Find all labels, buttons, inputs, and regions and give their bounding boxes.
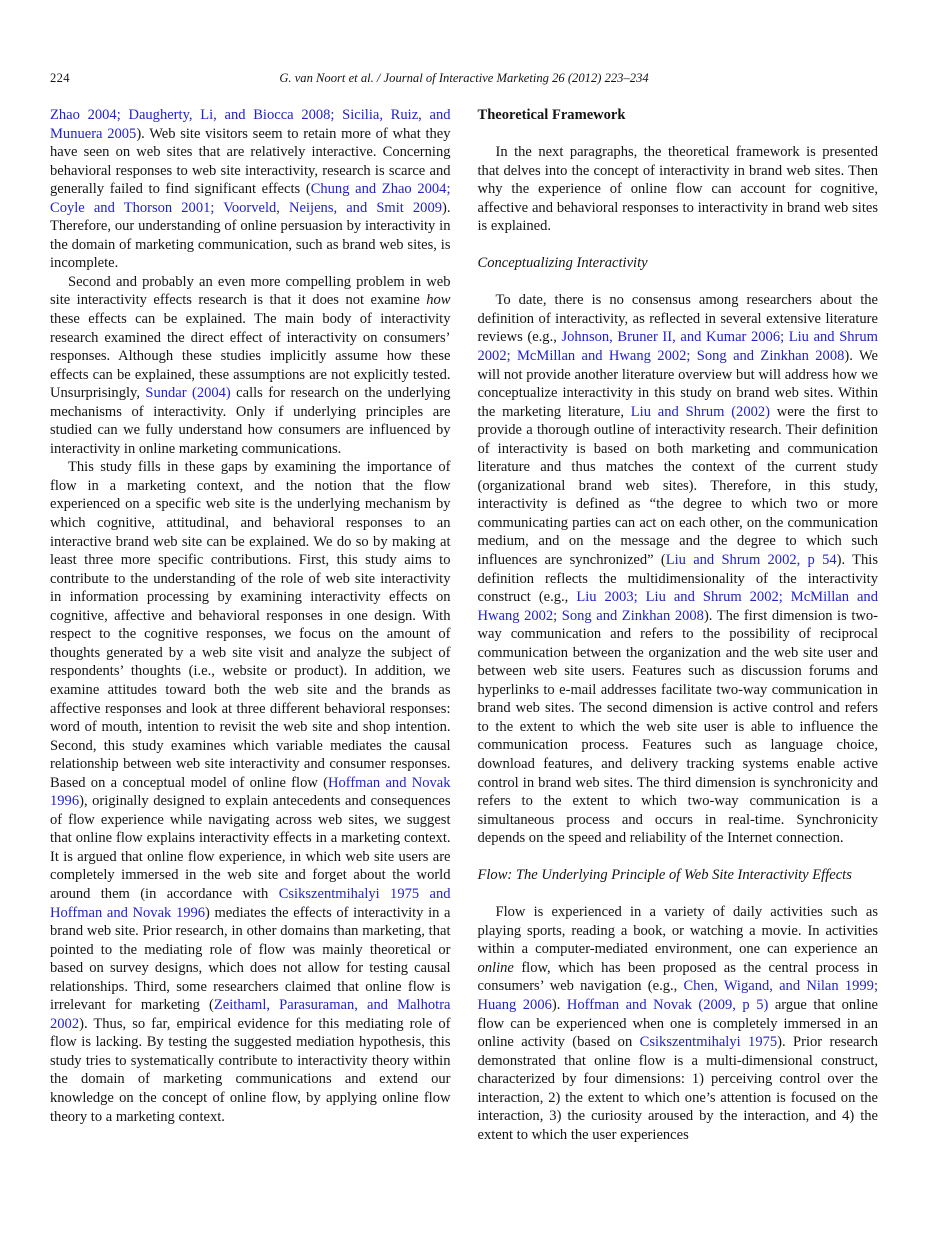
subsection-heading: Flow: The Underlying Principle of Web Site Interactivity Effects: [477, 867, 852, 884]
paragraph: Zhao 2004; Daugherty, Li, and Biocca 2008; Sicilia, Ruiz, and Munuera 2005). Web site visitors seem to retain more of what they have seen on web sites that are relatively interactive. Concerning behavioral responses to web site interactivity, research is scarce and generally failed to find significant effects (Chung and Zhao 2004; Coyle and Thorson 2001; Voorveld, Neijens, and Smit 2009). Therefore, our understanding of online persuasion by interactivity in the domain of marketing communication, such as brand web sites, is incomplete.: [50, 107, 451, 272]
running-head: G. van Noort et al. / Journal of Interactive Marketing 26 (2012) 223–234: [279, 71, 649, 85]
page-header: [50, 71, 878, 87]
citation-link[interactable]: Johnson, Bruner II, and Kumar 2006; Liu and Shrum 2002; McMillan and Hwang 2002; Song and Zinkhan 2008: [477, 329, 878, 364]
citation-link[interactable]: Zeithaml, Parasuraman, and Malhotra 2002: [50, 997, 451, 1032]
paragraph: Flow is experienced in a variety of daily activities such as playing sports, reading a book, or watching a movie. In activities within a computer-mediated environment, one can experience an online flow, which has been proposed as the central process in consumers’ web navigation (e.g., Chen, Wigand, and Nilan 1999; Huang 2006). Hoffman and Novak (2009, p 5) argue that online flow can be experienced when one is completely immersed in an online activity (based on Csikszentmihalyi 1975). Prior research demonstrated that online flow is a multi-dimensional construct, characterized by four dimensions: 1) perceiving control over the interaction, 2) the extent to which one’s attention is focused on the interaction, 3) the curiosity aroused by the interaction, and 4) the extent to which the user experiences: [477, 904, 879, 1143]
two-column-content: [50, 106, 878, 1144]
page-number: 224: [50, 71, 70, 85]
italic-text: online: [477, 959, 514, 976]
paragraph: Second and probably an even more compelling problem in web site interactivity effects research is that it does not examine how these effects can be explained. The main body of interactivity research examined the direct effect of interactivity on consumers’ responses. Although these studies implicitly assume how these effects can be explained, these assumptions are not explicitly tested. Unsurprisingly, Sundar (2004) calls for research on the underlying mechanisms of interactivity. Only if underlying principles are studied can we fully understand how consumers are influenced by interactivity in online marketing communications.: [50, 273, 451, 457]
section-heading: Theoretical Framework: [477, 107, 626, 123]
subsection-heading: Conceptualizing Interactivity: [477, 255, 648, 272]
citation-link[interactable]: Csikszentmihalyi 1975 and Hoffman and Novak 1996: [50, 885, 451, 921]
left-column: [50, 106, 451, 1144]
paragraph: This study fills in these gaps by examining the importance of flow in a marketing context, and the notion that the flow experienced on a specific web site is the underlying mechanism by which cognitive, attitudinal, and behavioral responses to an interactive brand web site can be explained. We do so by making at least three more specific contributions. First, this study aims to contribute to the understanding of the role of web site interactivity in information processing by examining interactivity effects on cognitive, affective and behavioral responses in one design. With respect to the cognitive responses, we focus on the amount of thoughts generated by a web site visit and analyze the subject of respondents’ thoughts (i.e., website or product). In addition, we examine attitudes toward both the web site and the brands as affective responses and look at three different behavioral responses: word of mouth, intention to revisit the web site and shop intention. Second, this study examines which variable mediates the causal relationship between web site interactivity and consumer responses. Based on a conceptual model of online flow (Hoffman and Novak 1996), originally designed to explain antecedents and consequences of flow experience while navigating across web sites, we suggest that online flow explains interactivity effects in a marketing context. It is argued that online flow experience, in which web site users are completely immersed in the web site and forget about the world around them (in accordance with Csikszentmihalyi 1975 and Hoffman and Novak 1996) mediates the effects of interactivity in a brand web site. Prior research, in other domains than marketing, that pointed to the mediating role of flow was mainly theoretical or based on survey designs, which does not allow for testing causal relationships. Third, some researchers claimed that online flow is irrelevant for marketing (Zeithaml, Parasuraman, and Malhotra 2002). Thus, so far, empirical evidence for this mediating role of flow is lacking. By testing the suggested mediation hypothesis, this study tries to systematically contribute to interactivity theory within the domain of marketing communications and extend our knowledge on the concept of online flow, by applying online flow theory to a marketing context.: [50, 459, 451, 1125]
citation-link[interactable]: Chen, Wigand, and Nilan 1999; Huang 2006: [477, 978, 878, 1014]
citation-link[interactable]: Liu and Shrum 2002, p 54: [665, 551, 837, 568]
citation-link[interactable]: Liu and Shrum (2002): [630, 403, 770, 420]
citation-link[interactable]: Hoffman and Novak (2009, p 5): [566, 997, 769, 1014]
citation-link[interactable]: Sundar (2004): [145, 385, 231, 402]
citation-link[interactable]: Liu 2003; Liu and Shrum 2002; McMillan and Hwang 2002; Song and Zinkhan 2008: [477, 589, 878, 624]
paragraph: To date, there is no consensus among researchers about the definition of interactivity, as reflected in several extensive literature reviews (e.g., Johnson, Bruner II, and Kumar 2006; Liu and Shrum 2002; McMillan and Hwang 2002; Song and Zinkhan 2008). We will not provide another literature overview but will address how we conceptualize interactivity in this study on brand web sites. Within the marketing literature, Liu and Shrum (2002) were the first to provide a thorough outline of interactivity research. Their definition of interactivity is based on both marketing and communication literature and thus matches the context of the current study (organizational brand web sites). Therefore, in this study, interactivity is defined as “the degree to which two or more communicating parties can act on each other, on the communication medium, and on the message and the degree to which such influences are synchronized” (Liu and Shrum 2002, p 54). This definition reflects the multidimensionality of the interactivity construct (e.g., Liu 2003; Liu and Shrum 2002; McMillan and Hwang 2002; Song and Zinkhan 2008). The first dimension is two-way communication and refers to the possibility of reciprocal communication between the organization and the web site user and between web site users. Features such as discussion forums and hyperlinks to e-mail addresses facilitate two-way communication in brand web sites. The second dimension is active control and refers to the extent to which the web site user is able to influence the communication process. Features such as language choice, download features, and delivery tracking systems enable active control in brand web sites. The third dimension is synchronicity and refers to the extent to which two-way communication is a simultaneous process and occurs in real-time. Synchronicity depends on the speed and reliability of the Internet connection.: [477, 292, 878, 847]
paragraph: In the next paragraphs, the theoretical framework is presented that delves into the concept of interactivity in brand web sites. Then why the experience of online flow can account for cognitive, affective and behavioral responses to interactivity in brand web sites is explained.: [477, 144, 878, 235]
citation-link[interactable]: Csikszentmihalyi 1975: [639, 1034, 778, 1051]
citation-link[interactable]: Hoffman and Novak 1996: [50, 774, 451, 810]
citation-link[interactable]: Zhao 2004; Daugherty, Li, and Biocca 2008; Sicilia, Ruiz, and Munuera 2005: [50, 107, 451, 142]
italic-text: how: [426, 292, 451, 309]
citation-link[interactable]: Chung and Zhao 2004; Coyle and Thorson 2001; Voorveld, Neijens, and Smit 2009: [50, 181, 451, 216]
right-column: [478, 106, 879, 1144]
